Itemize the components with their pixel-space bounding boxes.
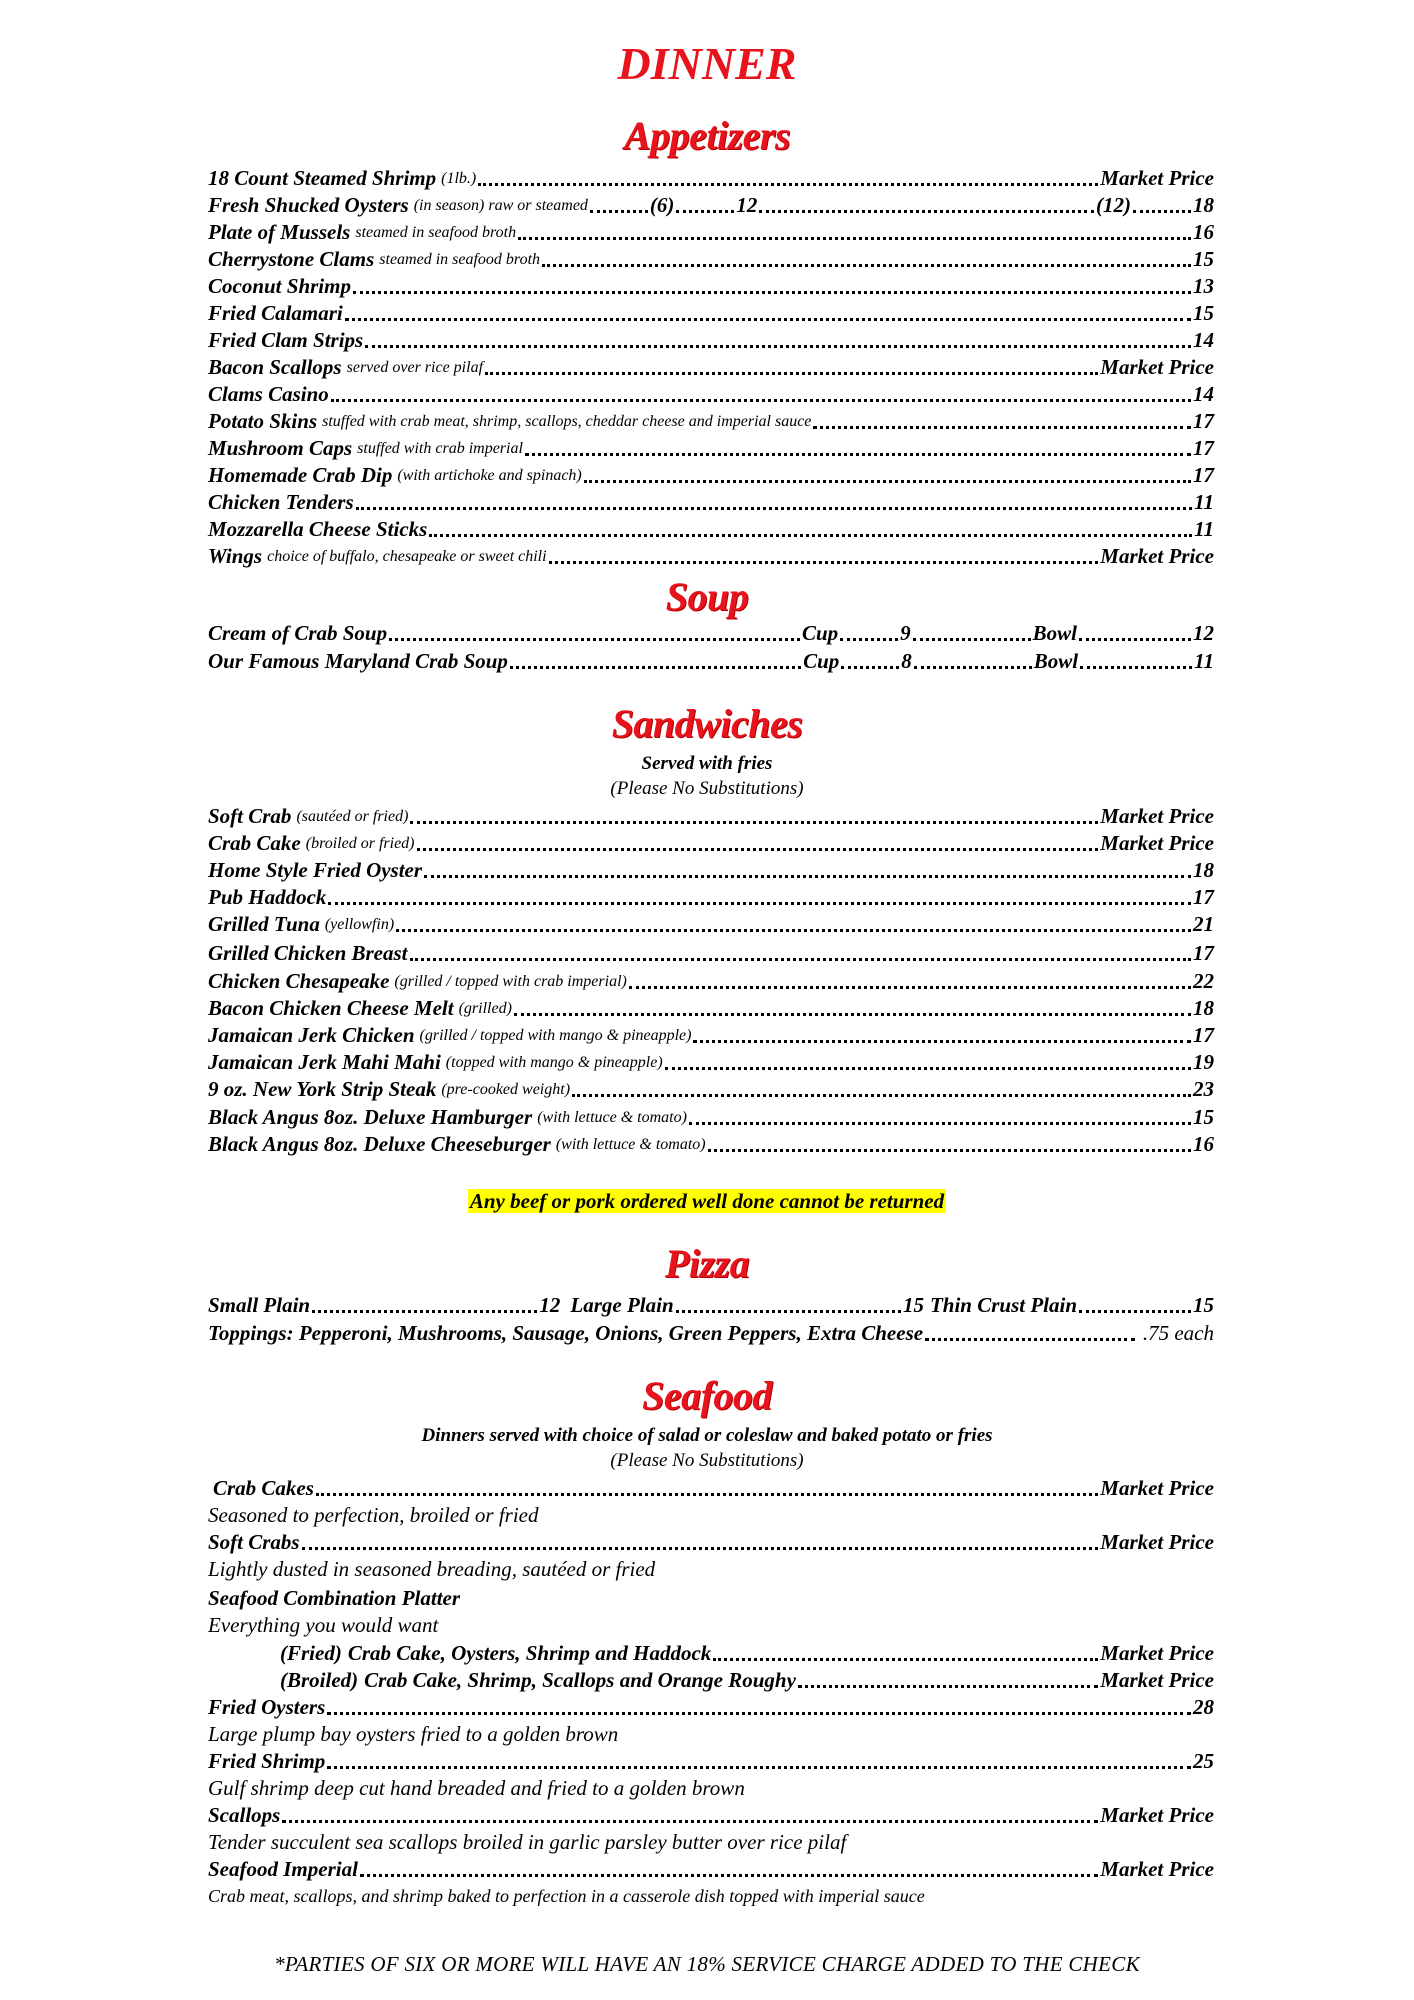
item-name: Homemade Crab Dip [208,463,393,487]
item-name: Chicken Chesapeake [208,969,390,993]
leader-dots [841,666,899,669]
cup-label: Cup [801,621,839,645]
item-price: 17 [1193,409,1214,433]
page-title: DINNER [617,38,797,89]
item-name: Grilled Tuna [208,912,320,936]
item-price: Market Price [1100,1641,1214,1665]
item-name: Cherrystone Clams [208,247,375,271]
soup-heading: Soup [665,574,749,619]
menu-item [208,489,1214,516]
item-name: Fried Calamari [208,301,343,325]
cup-price: 8 [901,649,912,673]
item-description: Tender succulent sea scallops broiled in garlic parsley butter over rice pilaf [208,1830,847,1854]
thin-crust-price: 15 [1193,1293,1215,1317]
half-dozen-price: 12 [736,193,758,217]
leader-dots [542,264,1191,267]
item-price: 13 [1193,274,1214,298]
leader-dots [676,1310,901,1313]
item-price: 14 [1193,382,1214,406]
leader-dots [316,1493,1098,1496]
menu-item [208,435,1214,462]
thin-crust-label: Thin Crust Plain [929,1293,1078,1317]
item-desc: stuffed with crab imperial [357,440,523,457]
item-name: Clams Casino [208,382,329,406]
item-description: Gulf shrimp deep cut hand breaded and fried to a golden brown [208,1776,745,1800]
item-price: 17 [1193,1023,1214,1047]
menu-item [208,1694,1214,1721]
bowl-label: Bowl [1032,621,1077,645]
item-price: 18 [1193,996,1214,1020]
item-desc: stuffed with crab meat, shrimp, scallops, cheddar cheese and imperial sauce [322,413,812,430]
menu-item [208,516,1214,543]
item-price: 15 [1193,301,1214,325]
item-description: Lightly dusted in seasoned breading, sautéed or fried [208,1557,656,1581]
item-name: Scallops [208,1803,281,1827]
menu-item [208,620,1214,647]
bowl-price: 12 [1193,621,1214,645]
menu-item [208,219,1214,246]
large-plain-label: Large Plain [570,1293,674,1317]
leader-dots [331,399,1191,402]
item-name: 9 oz. New York Strip Steak [208,1077,437,1101]
large-plain-price: 15 [902,1293,924,1317]
menu-item [208,995,1214,1022]
item-name: Seafood Imperial [208,1857,358,1881]
leader-dots [345,318,1191,321]
item-price: 17 [1193,941,1214,965]
dozen-label: (12) [1096,193,1131,217]
item-desc: served over rice pilaf [346,359,484,376]
leader-dots [759,210,1094,213]
item-price: Market Price [1100,1803,1214,1827]
seafood-note: Dinners served with choice of salad or coleslaw and baked potato or fries [421,1425,993,1446]
leader-dots [708,1149,1191,1152]
leader-dots [396,929,1191,932]
item-name: Soft Crabs [208,1530,300,1554]
item-name: Home Style Fried Oyster [208,858,423,882]
menu-item [208,165,1214,192]
seafood-no-substitutions: (Please No Substitutions) [610,1450,804,1471]
leader-dots [478,183,1098,186]
menu-item [208,462,1214,489]
item-name: Black Angus 8oz. Deluxe Cheeseburger [208,1132,551,1156]
menu-item [208,911,1214,938]
item-name: Jamaican Jerk Mahi Mahi [208,1050,441,1074]
item-desc: steamed in seafood broth [355,224,517,241]
item-desc: (grilled) [458,1000,512,1017]
cup-price: 9 [900,621,911,645]
leader-dots [410,958,1191,961]
item-name: Coconut Shrimp [208,274,351,298]
menu-item [208,543,1214,570]
item-desc: (yellowfin) [324,916,395,933]
item-price: 11 [1194,517,1214,541]
item-name: Mushroom Caps [208,436,353,460]
pizza-toppings-row [208,1320,1214,1347]
combo-fried-row [280,1640,1214,1667]
item-price: Market Price [1100,1530,1214,1554]
item-price: 18 [1193,193,1214,217]
well-done-warning [0,1188,1414,1215]
item-price: Market Price [1100,804,1214,828]
menu-item [208,381,1214,408]
leader-dots [282,1820,1098,1823]
menu-item [213,1475,1214,1502]
menu-item [208,1104,1214,1131]
sandwiches-note: Served with fries [641,753,773,774]
item-name: Bacon Chicken Cheese Melt [208,996,454,1020]
leader-dots [429,534,1192,537]
pizza-heading: Pizza [664,1241,750,1286]
item-price: 25 [1193,1749,1214,1773]
menu-item [208,968,1214,995]
item-desc: (with lettuce & tomato) [555,1136,706,1153]
menu-item [208,354,1214,381]
menu-item [208,648,1214,675]
broiled-tag: (Broiled) [280,1668,359,1692]
item-price: 16 [1193,1132,1214,1156]
item-price: 14 [1193,328,1214,352]
leader-dots [485,372,1098,375]
item-name: Wings [208,544,263,568]
item-name: 18 Count Steamed Shrimp [208,166,437,190]
sandwiches-no-substitutions: (Please No Substitutions) [610,778,804,799]
item-name: Potato Skins [208,409,318,433]
item-price: 19 [1193,1050,1214,1074]
leader-dots [676,210,734,213]
leader-dots [353,291,1191,294]
item-price: 17 [1193,463,1214,487]
item-name: Fresh Shucked Oysters [208,193,409,217]
leader-dots [510,666,801,669]
menu-item [208,1529,1214,1556]
item-price: 18 [1193,858,1214,882]
menu-item [208,884,1214,911]
leader-dots [549,561,1099,564]
item-description: Everything you would want [208,1613,439,1637]
item-name: Mozzarella Cheese Sticks [208,517,428,541]
item-name: Jamaican Jerk Chicken [208,1023,415,1047]
leader-dots [327,1766,1191,1769]
item-desc: (pre-cooked weight) [441,1081,571,1098]
service-charge-notice: *PARTIES OF SIX OR MORE WILL HAVE AN 18% SERVICE CHARGE ADDED TO THE CHECK [274,1952,1140,1976]
item-price: 11 [1194,490,1214,514]
pizza-sizes-row [208,1292,1214,1319]
item-name: Seafood Combination Platter [208,1586,461,1610]
menu-item [208,830,1214,857]
leader-dots [389,638,800,641]
leader-dots [424,875,1191,878]
item-name: Crab Cake [208,831,301,855]
menu-item [208,1076,1214,1103]
item-desc: (1lb.) [441,170,477,187]
item-name: Grilled Chicken Breast [208,941,408,965]
leader-dots [713,1658,1098,1661]
menu-item [208,857,1214,884]
item-price: 21 [1193,912,1214,936]
item-desc: (sautéed or fried) [296,808,409,825]
item-price: Market Price [1100,355,1214,379]
leader-dots [914,666,1032,669]
menu-item [208,1802,1214,1829]
menu-item [208,1856,1214,1883]
item-desc: (in season) raw or steamed [413,197,588,214]
item-name: Fried Shrimp [208,1749,326,1773]
menu-item [208,1049,1214,1076]
item-desc: choice of buffalo, chesapeake or sweet chili [267,548,547,565]
leader-dots [518,237,1191,240]
item-name: Black Angus 8oz. Deluxe Hamburger [208,1105,533,1129]
item-desc: (topped with mango & pineapple) [445,1054,663,1071]
small-plain-price: 12 [539,1293,561,1317]
item-price: Market Price [1100,831,1214,855]
bowl-label: Bowl [1033,649,1079,673]
item-price: Market Price [1100,1857,1214,1881]
menu-item [208,1022,1214,1049]
item-desc: (grilled / topped with mango & pineapple) [419,1027,692,1044]
item-price: 17 [1193,885,1214,909]
menu-item [208,803,1214,830]
item-price: 23 [1193,1077,1214,1101]
leader-dots [1133,210,1191,213]
menu-item [208,192,1214,219]
leader-dots [629,986,1191,989]
leader-dots [798,1685,1098,1688]
item-name: Fried Clam Strips [208,328,364,352]
item-description: Seasoned to perfection, broiled or fried [208,1503,539,1527]
item-name: Fried Oysters [208,1695,326,1719]
menu-item [208,273,1214,300]
menu-item [208,327,1214,354]
leader-dots [584,480,1191,483]
leader-dots [590,210,648,213]
item-desc: (grilled / topped with crab imperial) [394,973,627,990]
broiled-items: Crab Cake, Shrimp, Scallops and Orange Roughy [364,1668,796,1692]
small-plain-label: Small Plain [208,1293,311,1317]
item-price: 28 [1193,1695,1214,1719]
appetizers-heading: Appetizers [623,113,791,158]
sandwiches-heading: Sandwiches [611,701,803,746]
leader-dots [417,848,1099,851]
leader-dots [327,1712,1191,1715]
leader-dots [689,1122,1191,1125]
item-description: Crab meat, scallops, and shrimp baked to perfection in a casserole dish topped with imperial sauce [208,1886,925,1906]
item-name: Crab Cakes [213,1476,314,1500]
leader-dots [365,345,1191,348]
toppings-price: .75 each [1142,1321,1214,1345]
menu-item [208,408,1214,435]
menu-item [208,300,1214,327]
menu-item [208,1131,1214,1158]
item-name: Our Famous Maryland Crab Soup [208,649,508,673]
leader-dots [813,426,1191,429]
item-name: Cream of Crab Soup [208,621,388,645]
item-price: 22 [1193,969,1214,993]
leader-dots [1079,1310,1191,1313]
item-desc: steamed in seafood broth [379,251,541,268]
item-price: 16 [1193,220,1214,244]
item-name: Soft Crab [208,804,292,828]
leader-dots [514,1013,1191,1016]
item-name: Bacon Scallops [208,355,342,379]
item-name: Plate of Mussels [208,220,351,244]
leader-dots [525,453,1191,456]
leader-dots [913,638,1031,641]
item-price: 17 [1193,436,1214,460]
menu-item [208,940,1214,967]
leader-dots [1080,666,1192,669]
leader-dots [572,1094,1191,1097]
menu-item [208,1748,1214,1775]
seafood-heading: Seafood [642,1373,772,1418]
leader-dots [665,1067,1191,1070]
combo-broiled-row [280,1667,1214,1694]
item-name: Chicken Tenders [208,490,354,514]
leader-dots [925,1338,1135,1341]
menu-item [208,246,1214,273]
leader-dots [356,507,1192,510]
warning-text: Any beef or pork ordered well done cannot be returned [469,1189,945,1213]
item-desc: (with lettuce & tomato) [537,1109,687,1126]
item-desc: (broiled or fried) [305,835,415,852]
cup-label: Cup [803,649,840,673]
fried-tag: (Fried) [280,1641,342,1665]
item-price: Market Price [1100,1476,1214,1500]
toppings-label: Toppings: Pepperoni, Mushrooms, Sausage, Onions, Green Peppers, Extra Cheese [208,1321,924,1345]
leader-dots [693,1040,1191,1043]
item-price: Market Price [1100,1668,1214,1692]
fried-items: Crab Cake, Oysters, Shrimp and Haddock [347,1641,712,1665]
leader-dots [840,638,898,641]
item-price: Market Price [1100,166,1214,190]
item-description: Large plump bay oysters fried to a golden brown [208,1722,619,1746]
item-name: Pub Haddock [208,885,327,909]
leader-dots [360,1874,1098,1877]
item-desc: (with artichoke and spinach) [397,467,582,484]
leader-dots [1079,638,1191,641]
leader-dots [410,821,1098,824]
item-price: 15 [1193,247,1214,271]
item-price: Market Price [1100,544,1214,568]
bowl-price: 11 [1194,649,1214,673]
menu-item [208,1585,1214,1612]
leader-dots [302,1547,1099,1550]
leader-dots [312,1310,537,1313]
item-price: 15 [1193,1105,1214,1129]
leader-dots [328,902,1191,905]
half-dozen-label: (6) [649,193,675,217]
